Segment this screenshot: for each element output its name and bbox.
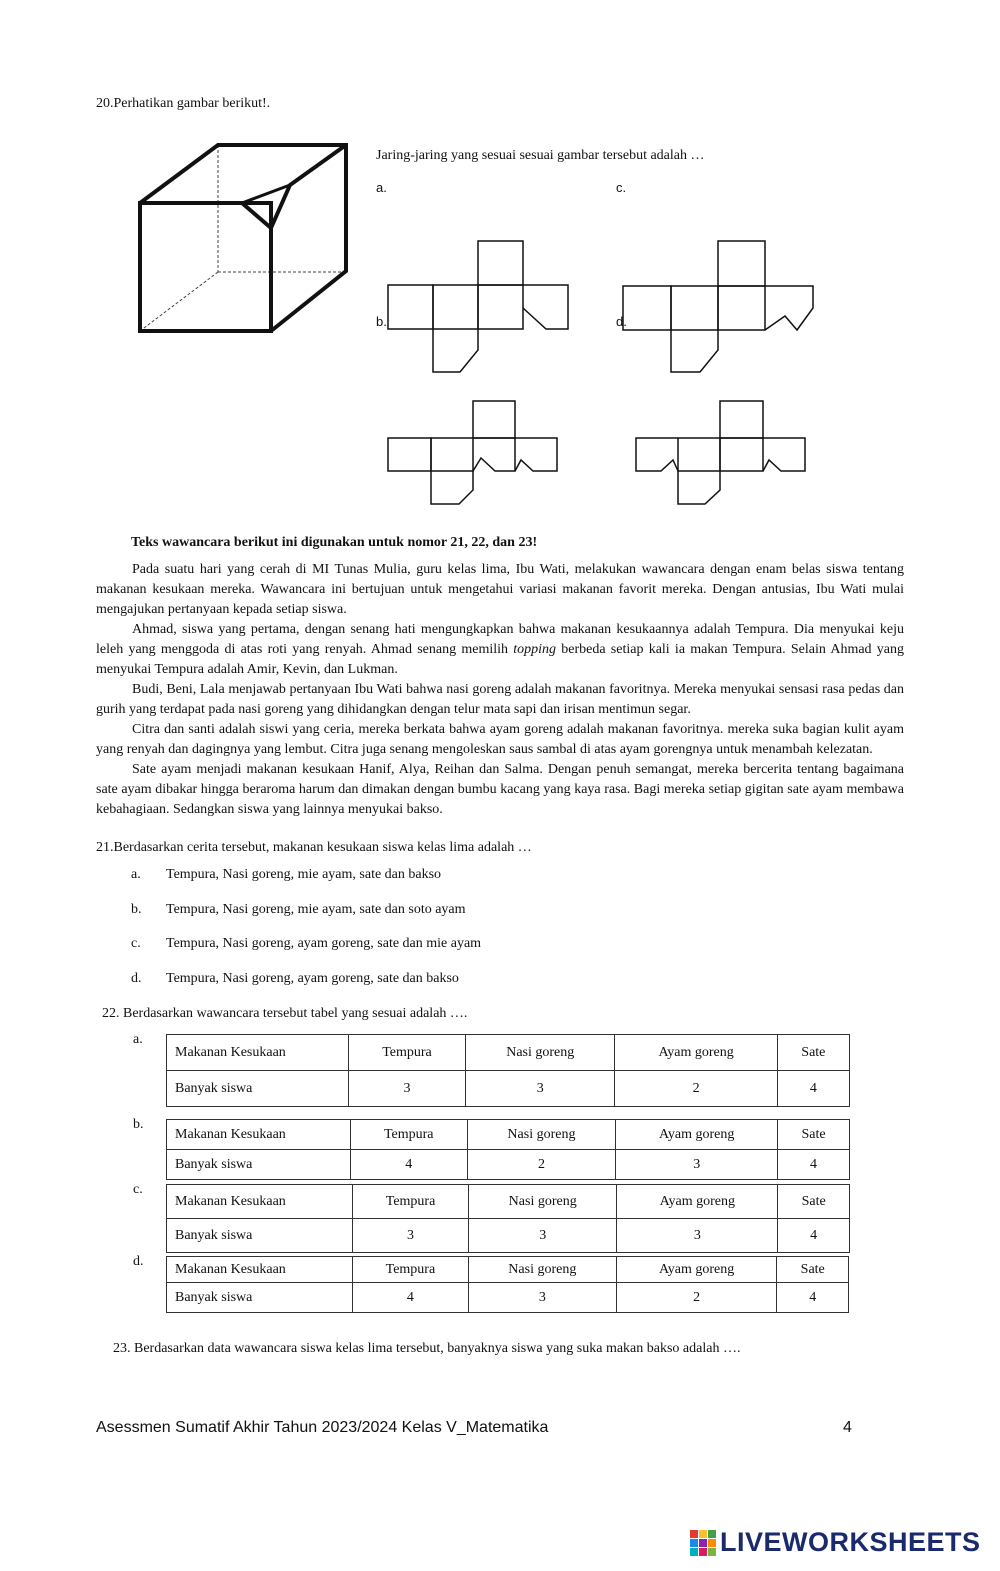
option-label-a[interactable]: a. bbox=[376, 180, 387, 195]
table-row-label: Banyak siswa bbox=[167, 1219, 353, 1253]
q22-table-b[interactable] bbox=[166, 1119, 850, 1180]
table-header-sate: Sate bbox=[777, 1257, 849, 1283]
table-cell: 2 bbox=[616, 1283, 777, 1313]
story-paragraph-5: Sate ayam menjadi makanan kesukaan Hanif, Alya, Reihan dan Salma. Dengan penuh semangat, mereka bercerita tentang bagaimana sate ayam dibakar hingga beraroma harum dan dimakan dengan bumbu kacang yang kaya rasa. Bagi mereka setiap gigitan sate ayam membawa kebahagiaan. Sedangkan siswa yang lainnya menyukai bakso. bbox=[96, 762, 904, 817]
question-23-title: 23. Berdasarkan data wawancara siswa kelas lima tersebut, banyaknya siswa yang suka makan bakso adalah …. bbox=[113, 1341, 741, 1356]
logo-square bbox=[690, 1539, 698, 1547]
table-cell: 3 bbox=[469, 1219, 617, 1253]
question-20-title: 20.Perhatikan gambar berikut!. bbox=[96, 96, 271, 111]
table-header-sate: Sate bbox=[778, 1120, 850, 1150]
table-cell: 3 bbox=[353, 1219, 469, 1253]
table-header-tempura: Tempura bbox=[353, 1185, 469, 1219]
logo-square bbox=[699, 1539, 707, 1547]
table-header-ayam-goreng: Ayam goreng bbox=[616, 1257, 777, 1283]
table-header-nasi-goreng: Nasi goreng bbox=[468, 1257, 616, 1283]
q22-option-b-label[interactable]: b. bbox=[133, 1117, 144, 1132]
q22-option-c-label[interactable]: c. bbox=[133, 1182, 143, 1197]
table-cell: 4 bbox=[777, 1283, 849, 1313]
table-header-tempura: Tempura bbox=[353, 1257, 469, 1283]
table-header-sate: Sate bbox=[777, 1035, 849, 1071]
logo-square bbox=[708, 1530, 716, 1538]
brand-name: LIVEWORKSHEETS bbox=[720, 1527, 981, 1557]
table-header-ayam-goreng: Ayam goreng bbox=[616, 1120, 778, 1150]
liveworksheets-logo-icon bbox=[690, 1530, 716, 1556]
net-option-a bbox=[385, 238, 575, 378]
cube-figure bbox=[130, 135, 355, 340]
table-cell: 3 bbox=[465, 1071, 614, 1107]
q21-choice-b[interactable]: b. Tempura, Nasi goreng, mie ayam, sate dan soto ayam bbox=[131, 902, 466, 917]
story-heading: Teks wawancara berikut ini digunakan untuk nomor 21, 22, dan 23! bbox=[131, 535, 538, 550]
logo-square bbox=[690, 1530, 698, 1538]
question-22-title: 22. Berdasarkan wawancara tersebut tabel yang sesuai adalah …. bbox=[102, 1006, 468, 1021]
question-20-prompt: Jaring-jaring yang sesuai sesuai gambar tersebut adalah … bbox=[376, 148, 705, 163]
q21-choice-d[interactable]: d. Tempura, Nasi goreng, ayam goreng, sate dan bakso bbox=[131, 971, 459, 986]
page-number: 4 bbox=[843, 1419, 852, 1436]
table-row-label: Banyak siswa bbox=[167, 1150, 351, 1180]
net-option-c bbox=[620, 238, 820, 378]
question-21-title: 21.Berdasarkan cerita tersebut, makanan kesukaan siswa kelas lima adalah … bbox=[96, 840, 532, 855]
q22-option-a-label[interactable]: a. bbox=[133, 1032, 143, 1047]
table-header-label: Makanan Kesukaan bbox=[167, 1035, 349, 1071]
logo-square bbox=[699, 1548, 707, 1556]
table-cell: 3 bbox=[616, 1150, 778, 1180]
interview-text bbox=[96, 560, 904, 820]
q22-table-c[interactable] bbox=[166, 1184, 850, 1253]
table-header-nasi-goreng: Nasi goreng bbox=[465, 1035, 614, 1071]
q22-option-d-label[interactable]: d. bbox=[133, 1254, 144, 1269]
table-cell: 4 bbox=[778, 1219, 850, 1253]
q21-choice-a[interactable]: a. Tempura, Nasi goreng, mie ayam, sate dan bakso bbox=[131, 867, 442, 882]
table-header-ayam-goreng: Ayam goreng bbox=[617, 1185, 778, 1219]
table-cell: 4 bbox=[777, 1071, 849, 1107]
story-paragraph-4: Citra dan santi adalah siswi yang ceria, mereka berkata bahwa ayam goreng adalah makanan favoritnya. mereka suka bagian kulit ayam yang renyah dan dagingnya yang lembut. Citra juga senang mengoleskan saus sambal di atas ayam gorengnya untuk menambah kelezatan. bbox=[96, 722, 904, 757]
logo-square bbox=[699, 1530, 707, 1538]
table-header-tempura: Tempura bbox=[349, 1035, 466, 1071]
option-label-d[interactable]: d. bbox=[616, 314, 627, 329]
table-header-label: Makanan Kesukaan bbox=[167, 1185, 353, 1219]
story-paragraph-1: Pada suatu hari yang cerah di MI Tunas Mulia, guru kelas lima, Ibu Wati, melakukan wawancara dengan enam belas siswa tentang makanan kesukaan mereka. Wawancara ini bertujuan untuk mengetahui variasi makanan favorit mereka. Dengan antusias, Ibu Wati mulai mengajukan pertanyaan kepada setiap siswa. bbox=[96, 562, 904, 617]
liveworksheets-brand[interactable] bbox=[690, 1527, 981, 1558]
table-header-ayam-goreng: Ayam goreng bbox=[615, 1035, 777, 1071]
table-cell: 3 bbox=[617, 1219, 778, 1253]
table-row-label: Banyak siswa bbox=[167, 1283, 353, 1313]
story-paragraph-3: Budi, Beni, Lala menjawab pertanyaan Ibu Wati bahwa nasi goreng adalah makanan favoritnya. Mereka menyukai sensasi rasa pedas dan gurih yang terdapat pada nasi goreng yang dihidangkan dengan telur mata sapi dan irisan mentimun segar. bbox=[96, 682, 904, 717]
table-cell: 4 bbox=[353, 1283, 469, 1313]
table-header-sate: Sate bbox=[778, 1185, 850, 1219]
table-cell: 2 bbox=[467, 1150, 616, 1180]
q22-table-d[interactable] bbox=[166, 1256, 849, 1313]
table-cell: 3 bbox=[468, 1283, 616, 1313]
table-cell: 2 bbox=[615, 1071, 777, 1107]
table-cell: 3 bbox=[349, 1071, 466, 1107]
table-cell: 4 bbox=[778, 1150, 850, 1180]
option-label-b[interactable]: b. bbox=[376, 314, 387, 329]
table-row-label: Banyak siswa bbox=[167, 1071, 349, 1107]
table-header-label: Makanan Kesukaan bbox=[167, 1257, 353, 1283]
logo-square bbox=[708, 1539, 716, 1547]
logo-square bbox=[690, 1548, 698, 1556]
page-footer: Asessmen Sumatif Akhir Tahun 2023/2024 Kelas V_Matematika bbox=[96, 1419, 549, 1436]
net-option-b bbox=[385, 398, 565, 508]
option-label-c[interactable]: c. bbox=[616, 180, 627, 195]
table-cell: 4 bbox=[351, 1150, 468, 1180]
q22-table-a[interactable] bbox=[166, 1034, 850, 1107]
table-header-nasi-goreng: Nasi goreng bbox=[469, 1185, 617, 1219]
story-paragraph-2: Ahmad, siswa yang pertama, dengan senang hati mengungkapkan bahwa makanan kesukaannya adalah Tempura. Dia menyukai keju leleh yang menggoda di atas roti yang renyah. Ahmad senang memilih topping berbeda setiap kali ia makan Tempura. Selain Ahmad yang menyukai Tempura adalah Amir, Kevin, dan Lukman. bbox=[96, 622, 904, 677]
table-header-label: Makanan Kesukaan bbox=[167, 1120, 351, 1150]
table-header-tempura: Tempura bbox=[351, 1120, 468, 1150]
q21-choice-c[interactable]: c. Tempura, Nasi goreng, ayam goreng, sate dan mie ayam bbox=[131, 936, 482, 951]
table-header-nasi-goreng: Nasi goreng bbox=[467, 1120, 616, 1150]
logo-square bbox=[708, 1548, 716, 1556]
net-option-d bbox=[633, 398, 813, 508]
